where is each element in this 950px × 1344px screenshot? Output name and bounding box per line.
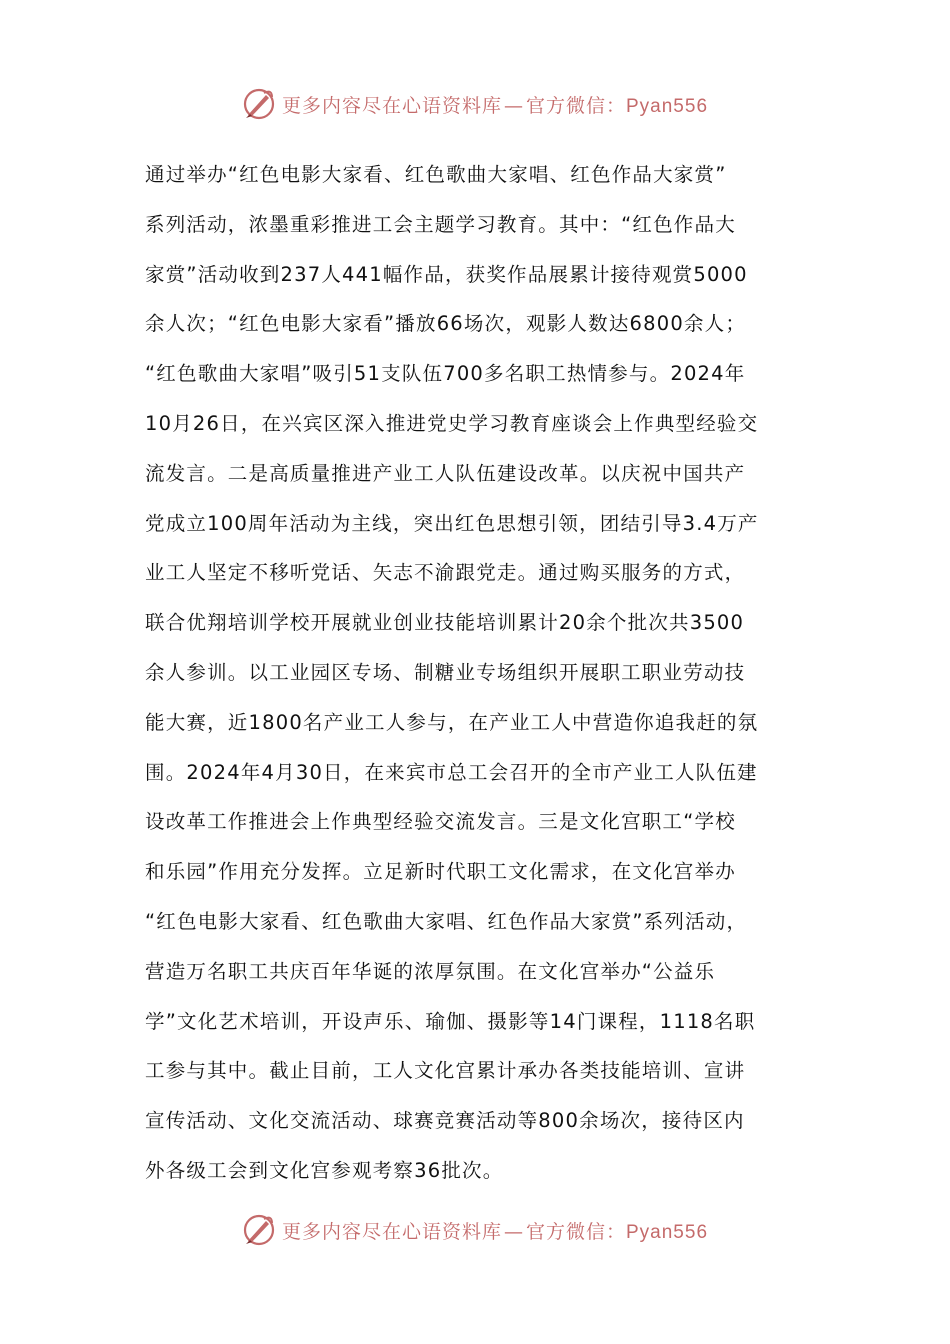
body-text-line: “红色电影大家看、红色歌曲大家唱、红色作品大家赏”系列活动， (145, 909, 748, 933)
body-text-line: 外各级工会到文化宫参观考察36批次。 (145, 1158, 504, 1182)
pen-circle-logo-icon (242, 1213, 276, 1247)
body-text-line: 学”文化艺术培训，开设声乐、瑜伽、摄影等14门课程，1118名职 (145, 1009, 756, 1033)
footer-separator: — (503, 1220, 524, 1243)
body-text-line: 业工人坚定不移听党话、矢志不渝跟党走。通过购买服务的方式， (145, 561, 746, 585)
header-wechat-id: Pyan556 (626, 95, 709, 117)
body-text-line: 能大赛，近1800名产业工人参与，在产业工人中营造你追我赶的氛 (145, 710, 759, 734)
footer-banner (0, 1210, 950, 1250)
body-text-line: 家赏”活动收到237人441幅作品，获奖作品展累计接待观赏5000 (145, 262, 748, 286)
body-text-line: 10月26日，在兴宾区深入推进党史学习教育座谈会上作典型经验交 (145, 411, 759, 435)
footer-wechat-id: Pyan556 (626, 1221, 709, 1243)
body-text-line: 余人次；“红色电影大家看”播放66场次，观影人数达6800余人； (145, 312, 747, 336)
body-text-line: 通过举办“红色电影大家看、红色歌曲大家唱、红色作品大家赏” (145, 163, 727, 186)
body-text-line: 流发言。二是高质量推进产业工人队伍建设改革。以庆祝中国共产 (145, 461, 746, 485)
body-text-line: 联合优翔培训学校开展就业创业技能培训累计20余个批次共3500 (145, 611, 745, 635)
footer-brand-text: 更多内容尽在心语资料库 (281, 1220, 502, 1243)
body-text-line: 余人参训。以工业园区专场、制糖业专场组织开展职工职业劳动技 (145, 660, 746, 684)
body-text-line: “红色歌曲大家唱”吸引51支队伍700多名职工热情参与。2024年 (145, 362, 746, 386)
footer-wechat-label: 官方微信： (525, 1220, 626, 1243)
header-wechat-label: 官方微信： (525, 94, 626, 117)
body-text-line: 营造万名职工共庆百年华诞的浓厚氛围。在文化宫举办“公益乐 (145, 959, 716, 983)
body-text-line: 工参与其中。截止目前，工人文化宫累计承办各类技能培训、宣讲 (145, 1059, 746, 1083)
body-text-line: 围。2024年4月30日，在来宾市总工会召开的全市产业工人队伍建 (145, 760, 758, 784)
header-banner-text (282, 91, 708, 118)
body-text-line: 党成立100周年活动为主线，突出红色思想引领，团结引导3.4万产 (145, 511, 759, 535)
body-text-line: 系列活动，浓墨重彩推进工会主题学习教育。其中：“红色作品大 (145, 212, 736, 236)
footer-banner-text (282, 1217, 708, 1244)
body-text-line: 宣传活动、文化交流活动、球赛竞赛活动等800余场次，接待区内 (145, 1109, 745, 1133)
header-banner (0, 84, 950, 124)
body-text-line: 设改革工作推进会上作典型经验交流发言。三是文化宫职工“学校 (145, 810, 736, 834)
pen-circle-logo-icon (242, 87, 276, 121)
header-separator: — (503, 94, 524, 117)
body-text-line: 和乐园”作用充分发挥。立足新时代职工文化需求，在文化宫举办 (145, 860, 736, 884)
document-body (145, 150, 810, 1196)
header-brand-text: 更多内容尽在心语资料库 (281, 94, 502, 117)
